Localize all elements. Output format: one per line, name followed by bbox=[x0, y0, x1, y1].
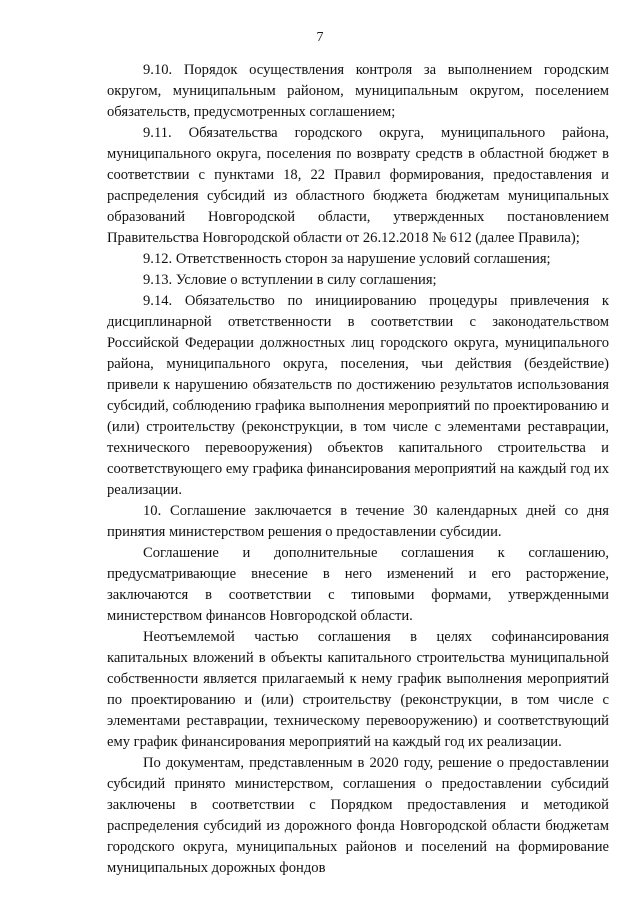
paragraph-schedule-annex: Неотъемлемой частью соглашения в целях софинансирования капитальных вложений в объекты капитального строительства муниципальной собственности является прилагаемый к нему график выполнения мероприятий по проектированию и (или) строительству (реконструкции, в том числе с элементами реставрации, техническому перевооружению) и соответствующий ему график финансирования мероприятий на каждый год их реализации. bbox=[107, 629, 609, 750]
paragraph-9-13: 9.13. Условие о вступлении в силу соглашения; bbox=[143, 272, 437, 288]
document-body bbox=[107, 60, 609, 879]
page-number: 7 bbox=[316, 30, 324, 45]
paragraph-2020-documents: По документам, представленным в 2020 году, решение о предоставлении субсидий принято министерством, соглашения о предоставлении субсидий заключены в соответствии с Порядком предоставления и методикой распределения субсидий из дорожного фонда Новгородской области бюджетам городского округа, муниципальных районов и поселений на формирование муниципальных дорожных фондов bbox=[107, 755, 609, 876]
paragraph-agreement-forms: Соглашение и дополнительные соглашения к соглашению, предусматривающие внесение в него изменений и его расторжение, заключаются в соответствии с типовыми формами, утвержденными министерством финансов Новгородской области. bbox=[107, 545, 609, 624]
paragraph-9-10: 9.10. Порядок осуществления контроля за выполнением городским округом, муниципальным районом, муниципальным округом, поселением обязательств, предусмотренных соглашением; bbox=[107, 62, 609, 120]
paragraph-9-14: 9.14. Обязательство по инициированию процедуры привлечения к дисциплинарной ответственности в соответствии с законодательством Российской Федерации должностных лиц городского округа, муниципального района, муниципального округа, поселения, чьи действия (бездействие) привели к нарушению обязательств по достижению результатов использования субсидий, соблюдению графика выполнения мероприятий по проектированию и (или) строительству (реконструкции, в том числе с элементами реставрации, технического перевооружения) объектов капитального строительства и соответствующего ему графика финансирования мероприятий на каждый год их реализации. bbox=[107, 293, 609, 498]
paragraph-9-11: 9.11. Обязательства городского округа, муниципального района, муниципального округа, поселения по возврату средств в областной бюджет в соответствии с пунктами 18, 22 Правил формирования, предоставления и распределения субсидий из областного бюджета бюджетам муниципальных образований Новгородской области, утвержденных постановлением Правительства Новгородской области от 26.12.2018 № 612 (далее Правила); bbox=[107, 125, 609, 246]
paragraph-9-12: 9.12. Ответственность сторон за нарушение условий соглашения; bbox=[143, 251, 551, 267]
paragraph-10: 10. Соглашение заключается в течение 30 календарных дней со дня принятия министерством решения о предоставлении субсидии. bbox=[107, 503, 609, 540]
